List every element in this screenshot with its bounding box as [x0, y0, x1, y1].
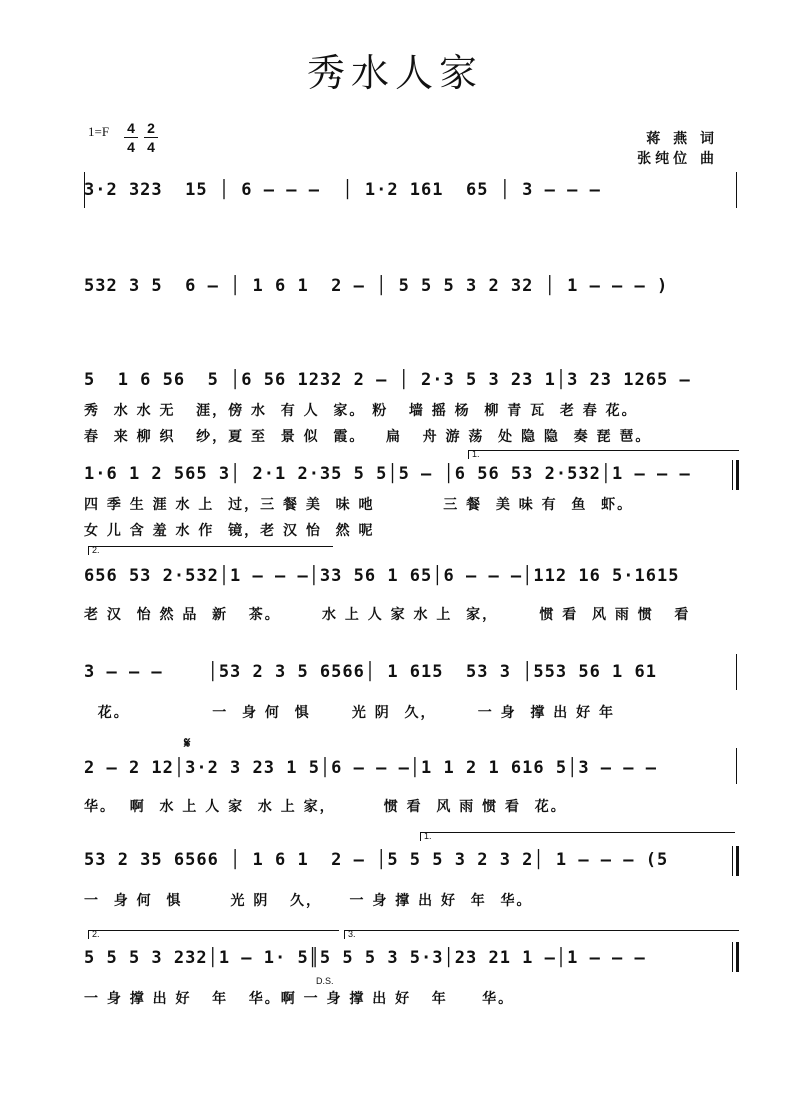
- time-sig-2-top: 2: [147, 120, 155, 136]
- volta-1b: 1.: [420, 832, 735, 841]
- time-signature-4-4: [124, 120, 138, 155]
- volta-3: 3.: [344, 930, 739, 939]
- lyrics-row-5: 老 汉 怡 然 品 新 茶。 水 上 人 家 水 上 家， 惯 看 风 雨 惯 看: [84, 607, 691, 623]
- time-sig-1-top: 4: [127, 120, 135, 136]
- notes-row-3: 5 1 6 56 5 │6 56 1232 2 – │ 2·3 5 3 23 1│3 23 1265 –: [84, 370, 691, 390]
- lyrics-row-6: 花。 一 身 何 惧 光 阴 久， 一 身 撑 出 好 年: [84, 705, 615, 721]
- barline: [736, 654, 737, 690]
- score-row-9: [84, 929, 740, 1007]
- notes-row-4: 1·6 1 2 565 3│ 2·1 2·35 5 5│5 – │6 56 53 2·532│1 – – –: [84, 464, 691, 484]
- score-row-5: [84, 545, 740, 623]
- repeat-end-barline: [732, 846, 739, 876]
- notes-row-2: 532 3 5 6 – │ 1 6 1 2 – │ 5 5 5 3 2 32 │ 1 – – – ): [84, 276, 669, 296]
- barline: [84, 172, 85, 208]
- lyrics-row-9: 一 身 撑 出 好 年 华。啊 一 身 撑 出 好 年 华。: [84, 991, 515, 1007]
- time-sig-1-bottom: 4: [127, 139, 135, 155]
- lyrics-row-4-verse-1: 四 季 生 涯 水 上 过，三 餐 美 味 吔 三 餐 美 味 有 鱼 虾。: [84, 497, 634, 513]
- score-row-8: [84, 831, 740, 910]
- notes-row-8: 53 2 35 6566 │ 1 6 1 2 – │5 5 5 3 2 3 2│ 1 – – – (5: [84, 850, 669, 870]
- time-sig-2-bottom: 4: [147, 139, 155, 155]
- barline: [736, 748, 737, 784]
- volta-2b: 2.: [88, 930, 339, 939]
- lyrics-row-7: 华。 啊 水 上 人 家 水 上 家， 惯 看 风 雨 惯 看 花。: [84, 799, 567, 815]
- lyrics-row-4-verse-2: 女 儿 含 羞 水 作 镜，老 汉 怡 然 呢: [84, 523, 375, 539]
- barline: [736, 172, 737, 208]
- time-signature-2-4: [144, 120, 158, 155]
- score-row-7: [84, 734, 740, 818]
- volta-2: 2.: [88, 546, 333, 555]
- notes-row-9: 5 5 5 3 232│1 – 1· 5║5 5 5 3 5·3│23 21 1 –│1 – – –: [84, 948, 646, 968]
- lyrics-row-8: 一 身 何 惧 光 阴 久， 一 身 撑 出 好 年 华。: [84, 893, 533, 909]
- segno-icon: 𝄋: [184, 734, 191, 752]
- score-row-3: [84, 362, 740, 452]
- lyricist-credit: 蒋 燕 词: [646, 131, 718, 147]
- composer-credit: 张纯位 曲: [637, 151, 718, 167]
- key-signature: 1=F: [88, 124, 110, 139]
- lyrics-row-3-verse-2: 春 来 柳 织 纱，夏 至 景 似 霞。 扁 舟 游 荡 处 隐 隐 奏 琵 琶。: [84, 429, 652, 445]
- score-row-1: [84, 172, 740, 212]
- repeat-end-barline: [732, 460, 739, 490]
- volta-1: 1.: [468, 450, 739, 459]
- score-row-4: [84, 449, 740, 546]
- lyrics-row-3-verse-1: 秀 水 水 无 涯，傍 水 有 人 家。 粉 墙 摇 杨 柳 青 瓦 老 春 花。: [84, 403, 638, 419]
- ds-mark: D.S.: [316, 976, 334, 986]
- final-barline: [732, 942, 739, 972]
- score-row-2: [84, 268, 740, 308]
- notes-row-7: 2 – 2 12│3·2 3 23 1 5│6 – – –│1 1 2 1 616 5│3 – – –: [84, 758, 657, 778]
- score-row-6: [84, 654, 740, 724]
- song-title: 秀水人家: [306, 51, 483, 95]
- notes-row-6: 3 – – – │53 2 3 5 6566│ 1 615 53 3 │553 56 1 61: [84, 662, 657, 682]
- notes-row-1: 3·2 323 15 │ 6 – – – │ 1·2 161 65 │ 3 – – –: [84, 180, 601, 200]
- notes-row-5: 656 53 2·532│1 – – –│33 56 1 65│6 – – –│112 16 5·1615: [84, 566, 680, 586]
